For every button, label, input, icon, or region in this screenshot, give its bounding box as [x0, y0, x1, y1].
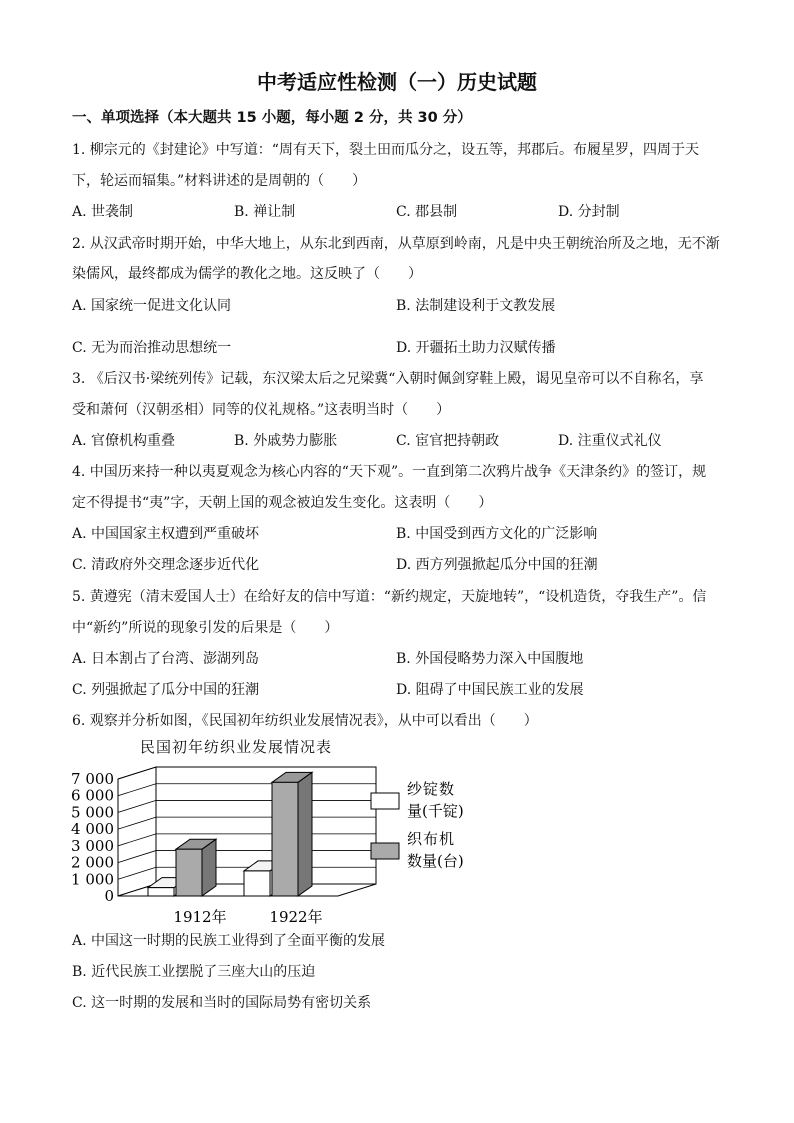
question-4-line-2: 定不得提书“夷”字，天朝上国的观念被迫发生变化。这表明（ ） — [72, 495, 493, 511]
question-1-line-2: 下，轮运而辐集。”材料讲述的是周朝的（ ） — [72, 173, 367, 189]
q6-option-c[interactable]: C. 这一时期的发展和当时的国际局势有密切关系 — [72, 995, 372, 1011]
chart-y-tick-label: 5 000 — [71, 803, 114, 822]
legend-label-spindles-2: 量(千锭) — [407, 802, 464, 820]
chart-x-tick-label: 1912年 — [173, 908, 227, 926]
page-title: 中考适应性检测（一）历史试题 — [257, 70, 537, 94]
q4-option-d[interactable]: D. 西方列强掀起瓜分中国的狂潮 — [396, 557, 598, 573]
q5-option-b[interactable]: B. 外国侵略势力深入中国腹地 — [396, 651, 584, 667]
q2-option-a[interactable]: A. 国家统一促进文化认同 — [72, 298, 232, 314]
q4-option-c[interactable]: C. 清政府外交理念逐步近代化 — [72, 557, 260, 573]
q2-option-c[interactable]: C. 无为而治推动思想统一 — [72, 340, 232, 356]
chart-y-tick-label: 3 000 — [71, 836, 114, 855]
q6-option-a[interactable]: A. 中国这一时期的民族工业得到了全面平衡的发展 — [72, 933, 386, 949]
chart-y-tick-label: 2 000 — [71, 853, 114, 872]
q3-option-c[interactable]: C. 宦官把持朝政 — [396, 433, 500, 449]
q5-option-a[interactable]: A. 日本割占了台湾、澎湖列岛 — [72, 651, 260, 667]
q3-option-d[interactable]: D. 注重仪式礼仪 — [558, 433, 662, 449]
question-4-line-1: 4. 中国历来持一种以夷夏观念为核心内容的“天下观”。一直到第二次鸦片战争《天津条约》的签订，规 — [72, 464, 707, 480]
q1-option-b[interactable]: B. 禅让制 — [234, 204, 296, 220]
chart-side-wall — [118, 767, 156, 896]
section-heading: 一、单项选择（本大题共 15 小题，每小题 2 分，共 30 分） — [72, 110, 472, 126]
question-1-line-1: 1. 柳宗元的《封建论》中写道：“周有天下，裂土田而瓜分之，设五等，邦郡后。布履星罗，四周于天 — [72, 142, 699, 158]
q2-option-b[interactable]: B. 法制建设利于文教发展 — [396, 298, 556, 314]
q5-option-d[interactable]: D. 阻碍了中国民族工业的发展 — [396, 682, 584, 698]
legend-label-spindles-1: 纱锭数 — [407, 780, 456, 798]
legend-label-looms-2: 数量(台) — [407, 852, 464, 870]
chart-x-tick-label: 1922年 — [269, 908, 323, 926]
chart-y-tick-label: 6 000 — [71, 786, 114, 805]
question-6-line-1: 6. 观察并分析如图，《民国初年纺织业发展情况表》，从中可以看出（ ） — [72, 713, 538, 729]
q5-option-c[interactable]: C. 列强掀起了瓜分中国的狂潮 — [72, 682, 260, 698]
q4-option-a[interactable]: A. 中国国家主权遭到严重破坏 — [72, 526, 260, 542]
q2-option-d[interactable]: D. 开疆拓土助力汉赋传播 — [396, 340, 556, 356]
question-3-line-2: 受和萧何（汉朝丞相）同等的仪礼规格。”这表明当时（ ） — [72, 402, 451, 418]
chart-y-tick-label: 4 000 — [71, 820, 114, 839]
q3-option-a[interactable]: A. 官僚机构重叠 — [72, 433, 176, 449]
chart-y-tick-label: 0 — [104, 887, 114, 905]
q4-option-b[interactable]: B. 中国受到西方文化的广泛影响 — [396, 526, 598, 542]
bar-looms-1922年 — [272, 782, 298, 896]
question-2-line-1: 2. 从汉武帝时期开始，中华大地上，从东北到西南，从草原到岭南，凡是中央王朝统治所及之地，无不渐 — [72, 236, 720, 252]
chart-y-tick-label: 1 000 — [71, 870, 114, 889]
q1-option-c[interactable]: C. 郡县制 — [396, 204, 458, 220]
question-2-line-2: 染儒风，最终都成为儒学的教化之地。这反映了（ ） — [72, 266, 422, 282]
chart-title: 民国初年纺织业发展情况表 — [140, 738, 333, 756]
legend-swatch-looms — [371, 843, 399, 859]
q1-option-a[interactable]: A. 世袭制 — [72, 204, 134, 220]
question-3-line-1: 3. 《后汉书·梁统列传》记载，东汉梁太后之兄梁冀“入朝时佩剑穿鞋上殿，谒见皇帝可以不自称名，享 — [72, 371, 704, 387]
bar-spindles-1912年 — [148, 888, 174, 896]
q1-option-d[interactable]: D. 分封制 — [558, 204, 620, 220]
textile-chart — [66, 758, 486, 928]
question-5-line-1: 5. 黄遵宪（清末爱国人士）在给好友的信中写道：“新约规定，天旋地转”，“设机造货，夺我生产”。信 — [72, 589, 707, 605]
legend-label-looms-1: 织布机 — [407, 830, 456, 848]
bar-spindles-1922年 — [244, 871, 270, 896]
chart-y-tick-label: 7 000 — [71, 770, 114, 788]
q6-option-b[interactable]: B. 近代民族工业摆脱了三座大山的压迫 — [72, 964, 316, 980]
q3-option-b[interactable]: B. 外戚势力膨胀 — [234, 433, 338, 449]
bar-looms-1912年 — [176, 849, 202, 896]
question-5-line-2: 中“新约”所说的现象引发的后果是（ ） — [72, 620, 339, 636]
bar-looms-1922年-side — [298, 772, 312, 896]
legend-swatch-spindles — [371, 793, 399, 809]
